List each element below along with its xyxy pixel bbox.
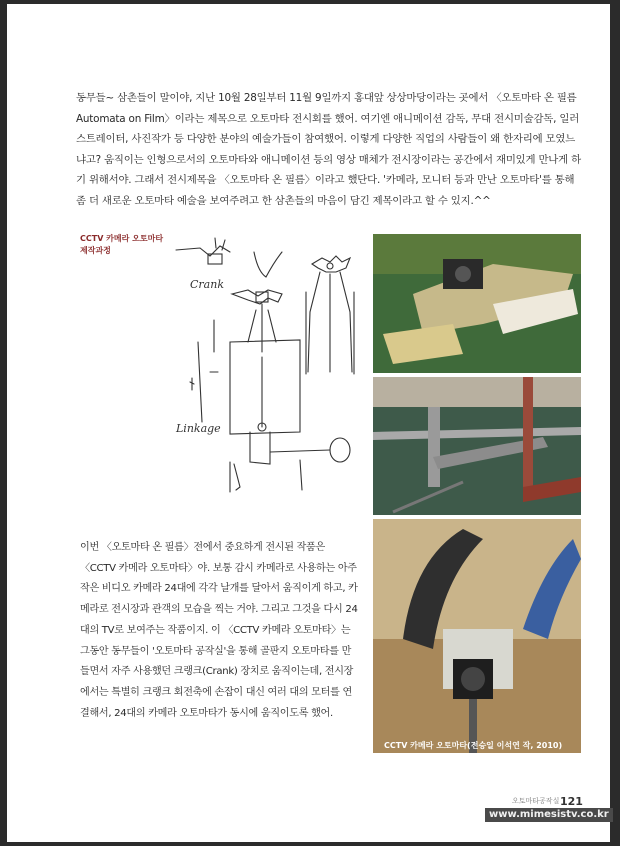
sketch-caption-subtitle: 제작과정 bbox=[80, 246, 111, 255]
section-label: 오토마타공작실 bbox=[512, 797, 560, 805]
photo-cctv-automata bbox=[373, 519, 581, 753]
crank-label: Crank bbox=[190, 278, 224, 291]
site-watermark: www.mimesistv.co.kr bbox=[485, 808, 613, 822]
photo-parts-closeup bbox=[373, 234, 581, 373]
photo-crank-frame bbox=[373, 377, 581, 515]
intro-paragraph: 동무들~ 삼촌들이 말이야, 지난 10월 28일부터 11월 9일까지 홍대앞 상상마당이라는 곳에서 〈오토마타 온 필름 Automata on Film〉이라는 제목으로 오토마타 전시회를 했어. 여기엔 애니메이션 감독, 무대 전시미술감독, 일러스트레이터, 사진작가 등 다양한 분야의 예술가들이 참여했어. 이렇게 다양한 직업의 사람들이 왜 한자리에 모였느냐고? 움직이는 인형으로서의 오토마타와 애니메이션 등의 영상 매체가 전시장이라는 공간에서 재미있게 만나게 하기 위해서야. 그래서 전시제목을 〈오토마타 온 필름〉이라고 했단다. '카메라, 모니터 등과 만난 오토마타'를 통해 좀 더 새로운 오토마타 예술을 보여주려고 한 삼촌들의 마음이 담긴 제목이라고 할 수 있지.^^ bbox=[76, 92, 581, 207]
sketch-caption-title: CCTV 카메라 오토마타 bbox=[80, 234, 164, 243]
body-paragraph: 이번 〈오토마타 온 필름〉전에서 중요하게 전시된 작품은 〈CCTV 카메라 오토마타〉야. 보통 감시 카메라로 사용하는 아주 작은 비디오 카메라 24대에 각각 날개를 달아서 움직이게 하고, 카메라로 전시장과 관객의 모습을 찍는 거야. 그리고 그것을 다시 24대의 TV로 보여주는 작품이지. 이 〈CCTV 카메라 오토마타〉는 그동안 동무들이 '오토마타 공작실'을 통해 골판지 오토마타를 만들면서 자주 사용했던 크랭크(Crank) 장치로 움직이는데, 전시장에서는 특별히 크랭크 회전축에 손잡이 대신 여러 대의 모터를 연결해서, 24대의 카메라 오토마타가 동시에 움직이도록 했어. bbox=[80, 542, 358, 719]
page-number: 121 bbox=[560, 795, 583, 808]
mechanism-sketch bbox=[170, 232, 360, 517]
linkage-label: Linkage bbox=[176, 422, 221, 435]
sketch-caption bbox=[80, 233, 180, 257]
photo-caption: CCTV 카메라 오토마타(전승일 이석연 작, 2010) bbox=[384, 741, 563, 750]
